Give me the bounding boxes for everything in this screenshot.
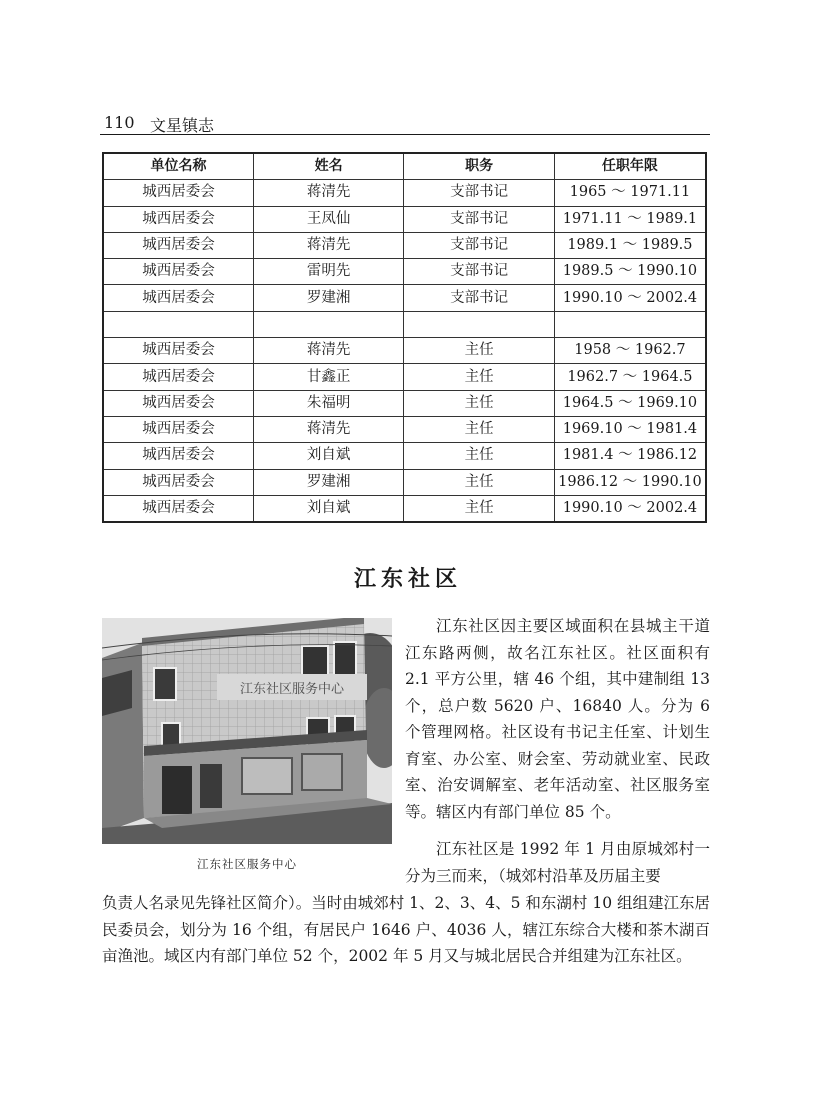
table-cell: 城西居委会 [103,180,253,206]
table-cell: 支部书记 [404,180,554,206]
table-cell: 1965 ～ 1971.11 [554,180,706,206]
table-cell: 1989.1 ～ 1989.5 [554,232,706,258]
section-title: 江东社区 [353,567,462,592]
table-cell: 主任 [404,364,554,390]
table-cell: 城西居委会 [103,259,253,285]
leaders-table [102,152,707,523]
table-cell: 支部书记 [404,206,554,232]
column-header: 单位名称 [103,153,253,180]
table-cell: 主任 [404,495,554,522]
table-row [103,416,706,442]
table-row [103,364,706,390]
building-sign-text: 江东社区服务中心 [239,682,345,697]
table-cell [554,311,706,337]
table-row [103,206,706,232]
table-row [103,495,706,522]
table-cell: 城西居委会 [103,206,253,232]
table-cell: 甘鑫正 [253,364,403,390]
table-cell: 支部书记 [404,285,554,311]
table-cell: 1990.10 ～ 2002.4 [554,285,706,311]
table-cell: 罗建湘 [253,469,403,495]
table-cell: 城西居委会 [103,285,253,311]
table-cell: 城西居委会 [103,232,253,258]
table-row [103,232,706,258]
table-cell: 朱福明 [253,390,403,416]
column-header: 姓名 [253,153,403,180]
photo-caption: 江东社区服务中心 [197,857,297,871]
table-cell: 主任 [404,390,554,416]
table-cell: 城西居委会 [103,416,253,442]
table-cell: 支部书记 [404,259,554,285]
table-cell: 城西居委会 [103,338,253,364]
table-cell: 支部书记 [404,232,554,258]
table-cell: 主任 [404,469,554,495]
column-header: 任职年限 [554,153,706,180]
table-cell: 蒋清先 [253,338,403,364]
table-cell: 1962.7 ～ 1964.5 [554,364,706,390]
table-cell: 蒋清先 [253,232,403,258]
table-cell: 刘自斌 [253,443,403,469]
page-header [100,112,710,135]
table-cell: 主任 [404,416,554,442]
table-cell: 蒋清先 [253,180,403,206]
table-cell: 主任 [404,443,554,469]
table-row [103,443,706,469]
table-cell: 1981.4 ～ 1986.12 [554,443,706,469]
table-cell: 城西居委会 [103,495,253,522]
table-row [103,390,706,416]
table-cell: 1964.5 ～ 1969.10 [554,390,706,416]
paragraph-history-continued: 负责人名录见先锋社区简介）。当时由城郊村 1、2、3、4、5 和东湖村 10 组组建江东居民委员会，划分为 16 个组，有居民户 1646 户、4036 人，辖江东综合大楼和茶木湖百亩渔池。域区内有部门单位 52 个，2002 年 5 月又与城北居民合并组建为江东社区。 [102,894,710,965]
table-cell: 蒋清先 [253,416,403,442]
book-title: 文星镇志 [150,116,215,135]
table-cell [253,311,403,337]
table-cell: 罗建湘 [253,285,403,311]
community-service-center-photo [102,618,392,844]
table-cell: 1969.10 ～ 1981.4 [554,416,706,442]
table-cell: 城西居委会 [103,443,253,469]
table-cell: 主任 [404,338,554,364]
table-row [103,469,706,495]
table-row [103,180,706,206]
table-cell: 1971.11 ～ 1989.1 [554,206,706,232]
table-cell: 刘自斌 [253,495,403,522]
table-cell: 1958 ～ 1962.7 [554,338,706,364]
table-cell: 1986.12 ～ 1990.10 [554,469,706,495]
table-cell: 1989.5 ～ 1990.10 [554,259,706,285]
table-header-row [103,153,706,180]
paragraph-overview: 江东社区因主要区域面积在县城主干道江东路两侧，故名江东社区。社区面积有 2.1 平方公里，辖 46 个组，其中建制组 13 个，总户数 5620 户、16840 人。分为 6 个管理网格。社区设有书记主任室、计划生育室、办公室、财会室、劳动就业室、民政室、治安调解室、老年活动室、社区服务室等。辖区内有部门单位 85 个。 [405,617,710,821]
table-cell: 1990.10 ～ 2002.4 [554,495,706,522]
page-number: 110 [104,113,135,132]
table-cell: 城西居委会 [103,390,253,416]
table-cell: 城西居委会 [103,364,253,390]
table-blank-row [103,311,706,337]
table-row [103,259,706,285]
table-row [103,285,706,311]
table-cell: 雷明先 [253,259,403,285]
table-cell: 王凤仙 [253,206,403,232]
table-cell [103,311,253,337]
table-cell [404,311,554,337]
table-cell: 城西居委会 [103,469,253,495]
paragraph-history-start: 江东社区是 1992 年 1 月由原城郊村一分为三而来，（城郊村沿革及历届主要 [405,840,710,885]
column-header: 职务 [404,153,554,180]
table-row [103,338,706,364]
